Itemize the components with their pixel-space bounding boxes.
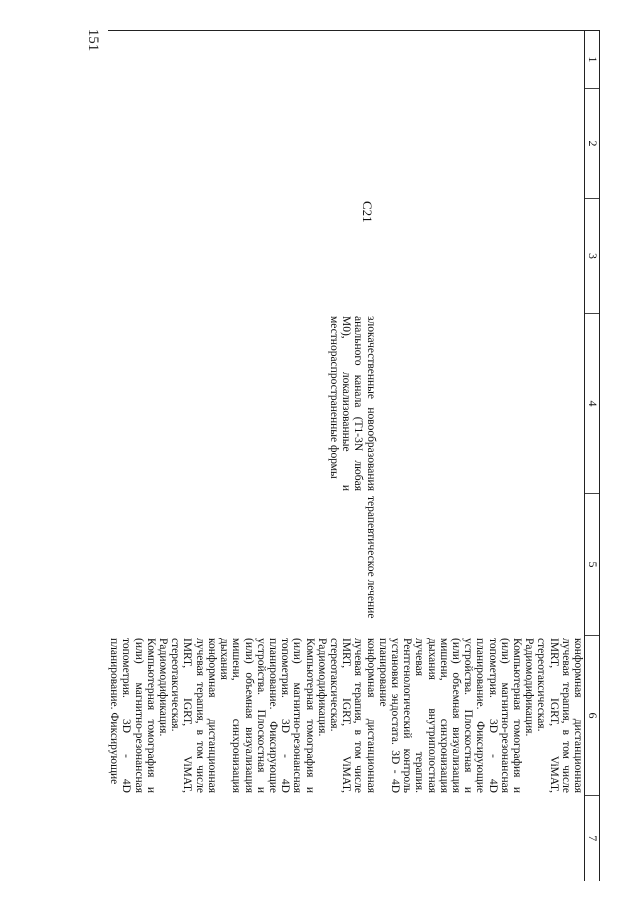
treatment-method-block: конформная дистанционная лучевая терапия, в том числе IMRT, IGRT, ViMAT, стереотаксическая. Радиомодификация. Компьютерная томография и (или) магнитно-резонансная топометрия. 3D - 4D планирование. Фиксирующие устройства. Плоскостная и (или) объемная визуализация мишени, синхронизация дыхания <box>218 638 377 793</box>
table-row <box>108 31 376 881</box>
column-header-5: 5 <box>585 494 600 636</box>
cell-icd-code: C21 <box>359 201 375 223</box>
cell-col1 <box>108 31 376 89</box>
column-header-7: 7 <box>585 796 600 881</box>
cell-col1 <box>377 31 585 89</box>
rotated-table-container <box>108 30 600 880</box>
cell-col2 <box>108 89 376 199</box>
treatment-method-block: конформная дистанционная лучевая терапия, в том числе IMRT, IGRT, ViMAT, стереотаксическая. Радиомодификация. Компьютерная томография и (или) магнитно-резонансная топометрия. 3D - 4D планирование. Фиксирующие <box>108 638 218 793</box>
table-row <box>377 31 585 881</box>
cell-treatment-method: конформная дистанционная лучевая терапия, в том числе IMRT, IGRT, ViMAT, стереотаксическая. Радиомодификация. Компьютерная томография и (или) магнитно-резонансная топометрия. 3D - 4D планирование. Фиксирующие устройства. Плоскостная и (или) объемная визуализация мишени, синхронизация дыхания внутриполостная лучевая терапия. Рентгенологический контроль установки эндостата. 3D - 4D планирование <box>376 638 584 793</box>
medical-care-table <box>108 30 600 881</box>
rotated-content <box>108 30 600 880</box>
cell-col4 <box>377 314 585 494</box>
cell-col5 <box>377 494 585 636</box>
column-header-4: 4 <box>585 314 600 494</box>
cell-col7 <box>377 796 585 881</box>
cell-col2 <box>377 89 585 199</box>
cell-treatment-method <box>108 636 376 796</box>
column-header-6: 6 <box>585 636 600 796</box>
cell-diagnosis: злокачественные новообразования анального канала (T1-3N любая M0), локализованные и местнораспространенные формы <box>327 316 377 491</box>
cell-col3 <box>377 199 585 314</box>
column-header-2: 2 <box>585 89 600 199</box>
cell-treatment-type: терапевтическое лечение <box>364 496 377 619</box>
column-number-row <box>585 31 600 881</box>
column-header-3: 3 <box>585 199 600 314</box>
cell-col7 <box>108 796 376 881</box>
column-header-1: 1 <box>585 31 600 89</box>
page-number: 151 <box>85 28 102 52</box>
